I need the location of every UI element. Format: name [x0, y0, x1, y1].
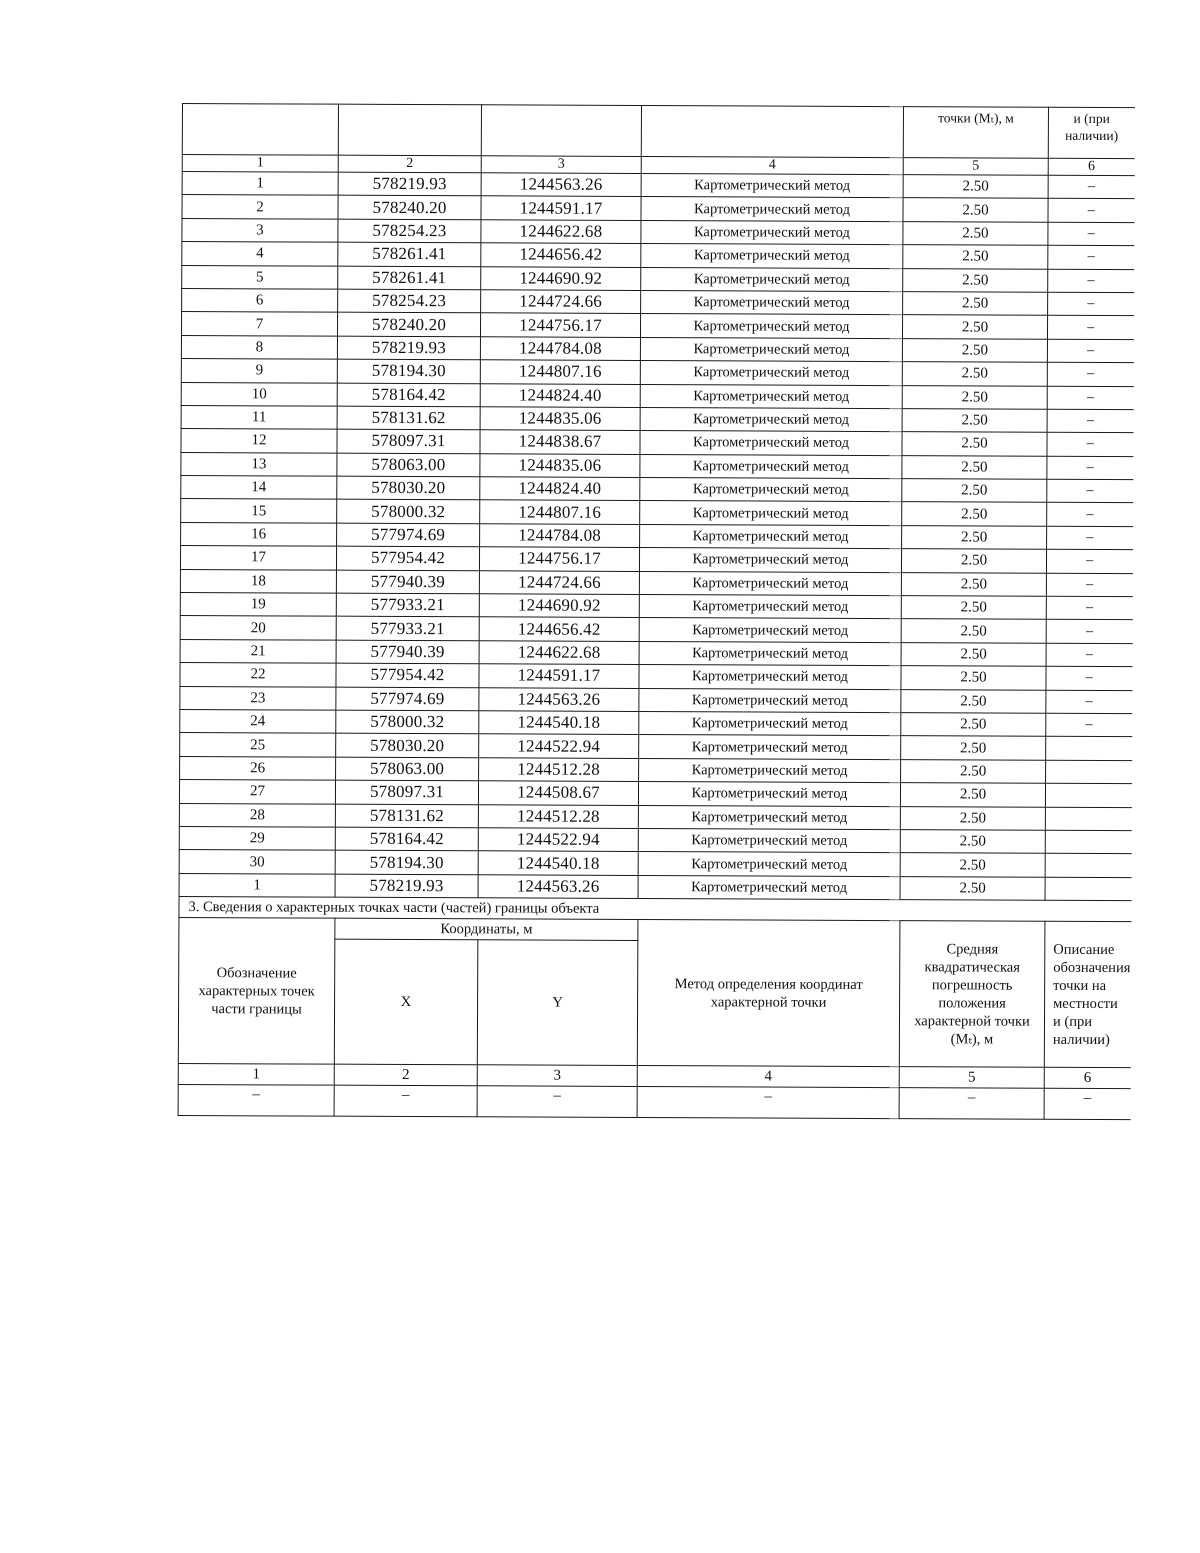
cell-point: 11 — [181, 405, 337, 429]
cell-x: 578194.30 — [335, 851, 478, 875]
cell-description: – — [1047, 503, 1133, 527]
cell-error: 2.50 — [902, 362, 1047, 386]
cell-x: 578164.42 — [335, 827, 478, 851]
cell-error: 2.50 — [903, 198, 1048, 222]
cell-error: 2.50 — [901, 596, 1046, 620]
cell-y: 1244656.42 — [481, 243, 641, 267]
cell-x: 578254.23 — [338, 289, 481, 313]
header-cell — [182, 104, 338, 156]
cell-error: 2.50 — [900, 783, 1045, 807]
cell-error: 2.50 — [902, 385, 1047, 409]
header-y: Y — [477, 940, 638, 1066]
cell-method: Картометрический метод — [638, 875, 900, 900]
cell-description — [1045, 854, 1131, 878]
cell-y: 1244563.26 — [481, 173, 641, 197]
header-cell — [338, 104, 481, 156]
cell-y: 1244835.06 — [480, 407, 640, 431]
cell-point: 26 — [180, 756, 336, 780]
cell-x: 578063.00 — [337, 453, 480, 477]
section-3-title: 3. Сведения о характерных точках части (частей) границы объекта — [178, 897, 1130, 921]
cell-point: 4 — [182, 242, 338, 266]
cell-error: 2.50 — [902, 455, 1047, 479]
cell-error: 2.50 — [900, 806, 1045, 830]
cell-error: 2.50 — [900, 853, 1045, 877]
cell-y: 1244724.66 — [481, 290, 641, 314]
cell-point: 15 — [181, 499, 337, 523]
cell-method: Картометрический метод — [640, 314, 902, 339]
cell-method: Картометрический метод — [639, 571, 901, 596]
cell-error: 2.50 — [903, 175, 1048, 199]
cell-error: 2.50 — [900, 830, 1045, 854]
cell-description — [1045, 807, 1131, 831]
cell-error: 2.50 — [903, 268, 1048, 292]
cell-error: 2.50 — [902, 409, 1047, 433]
cell-description: – — [1046, 596, 1132, 620]
cell-method: Картометрический метод — [640, 431, 902, 456]
cell-x: 578000.32 — [336, 710, 479, 734]
cell-description: – — [1047, 386, 1133, 410]
cell-description: – — [1046, 713, 1132, 737]
cell-error: 2.50 — [903, 245, 1048, 269]
cell-y: 1244807.16 — [480, 360, 640, 384]
cell-error: 2.50 — [901, 689, 1046, 713]
cell-y: 1244724.66 — [479, 570, 639, 594]
cell-error: 2.50 — [902, 479, 1047, 503]
cell-x: 578131.62 — [337, 406, 480, 430]
cell-y: 1244591.17 — [481, 196, 641, 220]
cell-method: Картометрический метод — [638, 805, 900, 830]
cell-error: 2.50 — [901, 642, 1046, 666]
cell-method: Картометрический метод — [639, 595, 901, 620]
cell-point: 27 — [179, 780, 335, 804]
cell-error: 2.50 — [903, 221, 1048, 245]
cell-method: Картометрический метод — [639, 711, 901, 736]
header-coordinates: Координаты, м — [335, 918, 638, 940]
cell-x: 578261.41 — [338, 242, 481, 266]
cell-point: 21 — [180, 639, 336, 663]
cell-description — [1045, 877, 1131, 901]
cell-x: 578219.93 — [335, 874, 478, 898]
cell-description — [1045, 783, 1131, 807]
cell-point: 30 — [179, 850, 335, 874]
cell-x: 578030.20 — [336, 734, 479, 758]
part-boundary-points-table — [178, 917, 1131, 1120]
cell-method: Картометрический метод — [640, 337, 902, 362]
cell-x: 578219.93 — [337, 336, 480, 360]
cell-x: 577940.39 — [336, 570, 479, 594]
cell-description: – — [1047, 526, 1133, 550]
cell-x: 577933.21 — [336, 593, 479, 617]
column-number: 3 — [477, 1065, 637, 1087]
cell-method: Картометрический метод — [641, 197, 903, 222]
cell-y: 1244690.92 — [481, 266, 641, 290]
cell-description: – — [1044, 1088, 1130, 1119]
header-cell — [641, 106, 903, 158]
cell-x: 577974.69 — [336, 687, 479, 711]
cell-method: Картометрический метод — [641, 244, 903, 269]
cell-method: Картометрический метод — [639, 641, 901, 666]
cell-error: 2.50 — [900, 876, 1045, 900]
cell-y: – — [477, 1086, 637, 1118]
column-number: 3 — [481, 156, 641, 174]
cell-point: 16 — [181, 522, 337, 546]
cell-y: 1244622.68 — [479, 641, 639, 665]
cell-method: Картометрический метод — [640, 501, 902, 526]
cell-x: 577933.21 — [336, 617, 479, 641]
cell-point: 7 — [181, 312, 337, 336]
column-number: 6 — [1048, 158, 1134, 175]
column-number: 4 — [637, 1066, 899, 1088]
cell-description: – — [1048, 245, 1134, 269]
cell-description — [1046, 737, 1132, 761]
cell-description: – — [1047, 339, 1133, 363]
table-row — [179, 873, 1131, 901]
header-col5: точки (Мₜ), м — [903, 107, 1048, 159]
cell-point: 9 — [181, 359, 337, 383]
cell-y: 1244838.67 — [480, 430, 640, 454]
header-point-designation: Обозначение характерных точек части границы — [178, 918, 335, 1065]
cell-point: 2 — [182, 195, 338, 219]
cell-description: – — [1047, 479, 1133, 503]
cell-y: 1244512.28 — [478, 804, 638, 828]
cell-method: Картометрический метод — [641, 174, 903, 199]
header-x: X — [334, 939, 478, 1065]
header-col6: и (при наличии) — [1048, 107, 1134, 158]
cell-x: 578240.20 — [338, 196, 481, 220]
cell-description: – — [1048, 199, 1134, 223]
cell-point: – — [178, 1085, 334, 1117]
cell-point: 14 — [181, 476, 337, 500]
cell-description: – — [1046, 666, 1132, 690]
cell-x: 578097.31 — [337, 429, 480, 453]
cell-error: 2.50 — [901, 619, 1046, 643]
cell-description: – — [1046, 643, 1132, 667]
cell-point: 17 — [180, 546, 336, 570]
cell-method: Картометрический метод — [640, 454, 902, 479]
cell-point: 3 — [182, 218, 338, 242]
cell-point: 1 — [179, 873, 335, 897]
cell-description: – — [1047, 316, 1133, 340]
cell-y: 1244784.08 — [480, 524, 640, 548]
column-number: 2 — [334, 1064, 477, 1086]
cell-x: 577954.42 — [336, 663, 479, 687]
cell-method: Картометрический метод — [639, 735, 901, 760]
cell-error: 2.50 — [903, 292, 1048, 316]
cell-method: Картометрический метод — [638, 828, 900, 853]
cell-y: 1244522.94 — [479, 734, 639, 758]
cell-point: 5 — [182, 265, 338, 289]
header-cell — [481, 105, 641, 157]
header-error: Средняя квадратическая погрешность положения характерной точки (Мₜ), м — [899, 921, 1045, 1068]
cell-method: Картометрический метод — [641, 220, 903, 245]
cell-y: 1244784.08 — [480, 337, 640, 361]
cell-description: – — [1046, 690, 1132, 714]
cell-x: 577954.42 — [336, 546, 479, 570]
cell-description: – — [1048, 222, 1134, 246]
cell-y: 1244591.17 — [479, 664, 639, 688]
cell-description: – — [1046, 620, 1132, 644]
cell-x: 578194.30 — [337, 359, 480, 383]
cell-point: 12 — [181, 429, 337, 453]
cell-method: Картометрический метод — [640, 407, 902, 432]
cell-error: 2.50 — [901, 549, 1046, 573]
cell-point: 24 — [180, 709, 336, 733]
cell-method: Картометрический метод — [640, 524, 902, 549]
cell-method: Картометрический метод — [640, 384, 902, 409]
cell-error: 2.50 — [901, 572, 1046, 596]
cell-x: 578097.31 — [335, 780, 478, 804]
cell-method: Картометрический метод — [639, 548, 901, 573]
cell-x: 578261.41 — [338, 266, 481, 290]
cell-x: 578063.00 — [336, 757, 479, 781]
cell-point: 20 — [180, 616, 336, 640]
cell-y: 1244540.18 — [479, 711, 639, 735]
cell-x: 578254.23 — [338, 219, 481, 243]
cell-point: 25 — [180, 733, 336, 757]
cell-y: 1244540.18 — [478, 851, 638, 875]
cell-description: – — [1048, 292, 1134, 316]
cell-method: Картометрический метод — [638, 852, 900, 877]
cell-error: 2.50 — [902, 315, 1047, 339]
cell-error: 2.50 — [901, 736, 1046, 760]
cell-y: 1244807.16 — [480, 500, 640, 524]
cell-method: Картометрический метод — [640, 478, 902, 503]
cell-method: Картометрический метод — [640, 361, 902, 386]
cell-description: – — [1048, 269, 1134, 293]
cell-method: Картометрический метод — [639, 688, 901, 713]
cell-y: 1244622.68 — [481, 220, 641, 244]
cell-y: 1244508.67 — [478, 781, 638, 805]
table-row — [178, 1085, 1130, 1120]
header-description: Описание обозначения точки на местности и (при наличии) — [1044, 921, 1131, 1067]
cell-y: 1244690.92 — [479, 594, 639, 618]
cell-method: – — [637, 1087, 899, 1119]
cell-point: 10 — [181, 382, 337, 406]
cell-y: 1244835.06 — [480, 453, 640, 477]
table-header-continuation — [182, 104, 1134, 159]
column-number: 5 — [903, 158, 1048, 176]
column-number: 5 — [899, 1067, 1044, 1089]
cell-point: 13 — [181, 452, 337, 476]
cell-point: 22 — [180, 663, 336, 687]
cell-error: 2.50 — [902, 432, 1047, 456]
column-number: 4 — [641, 157, 903, 175]
cell-x: 578000.32 — [337, 500, 480, 524]
cell-y: 1244824.40 — [480, 477, 640, 501]
cell-point: 6 — [182, 288, 338, 312]
section3-header-row-1 — [179, 918, 1131, 943]
cell-y: 1244824.40 — [480, 383, 640, 407]
cell-point: 29 — [179, 826, 335, 850]
cell-description: – — [1046, 573, 1132, 597]
cell-error: 2.50 — [901, 666, 1046, 690]
cell-point: 1 — [182, 172, 338, 196]
cell-error: 2.50 — [901, 759, 1046, 783]
cell-x: 578219.93 — [338, 172, 481, 196]
cell-point: 19 — [180, 593, 336, 617]
cell-y: 1244563.26 — [478, 875, 638, 899]
cell-description — [1046, 760, 1132, 784]
cell-point: 23 — [180, 686, 336, 710]
cell-description: – — [1047, 433, 1133, 457]
cell-x: 578164.42 — [337, 383, 480, 407]
cell-method: Картометрический метод — [641, 267, 903, 292]
cell-point: 8 — [181, 335, 337, 359]
column-number: 1 — [178, 1064, 334, 1086]
cell-y: 1244756.17 — [480, 313, 640, 337]
cell-x: – — [334, 1085, 477, 1117]
cell-method: Картометрический метод — [639, 758, 901, 783]
cell-error: – — [899, 1088, 1044, 1120]
cell-x: 578240.20 — [337, 313, 480, 337]
cell-point: 18 — [180, 569, 336, 593]
cell-x: 577940.39 — [336, 640, 479, 664]
cell-y: 1244522.94 — [478, 828, 638, 852]
header-method: Метод определения координат характерной точки — [637, 920, 900, 1067]
column-number: 6 — [1044, 1067, 1130, 1088]
cell-x: 578030.20 — [337, 476, 480, 500]
cell-error: 2.50 — [901, 713, 1046, 737]
cell-method: Картометрический метод — [641, 290, 903, 315]
column-number: 2 — [338, 155, 481, 173]
cell-method: Картометрический метод — [639, 618, 901, 643]
cell-error: 2.50 — [902, 338, 1047, 362]
document-sheet — [178, 103, 1134, 1120]
cell-method: Картометрический метод — [638, 782, 900, 807]
cell-x: 577974.69 — [337, 523, 480, 547]
cell-description: – — [1047, 362, 1133, 386]
cell-y: 1244656.42 — [479, 617, 639, 641]
cell-y: 1244512.28 — [479, 758, 639, 782]
cell-description: – — [1048, 175, 1134, 199]
boundary-points-table — [179, 103, 1135, 901]
cell-description — [1045, 830, 1131, 854]
cell-x: 578131.62 — [335, 804, 478, 828]
cell-description: – — [1047, 456, 1133, 480]
cell-error: 2.50 — [902, 502, 1047, 526]
cell-description: – — [1046, 550, 1132, 574]
column-number: 1 — [182, 155, 338, 173]
cell-description: – — [1047, 409, 1133, 433]
cell-y: 1244563.26 — [479, 687, 639, 711]
cell-error: 2.50 — [902, 526, 1047, 550]
cell-y: 1244756.17 — [479, 547, 639, 571]
cell-point: 28 — [179, 803, 335, 827]
cell-method: Картометрический метод — [639, 665, 901, 690]
